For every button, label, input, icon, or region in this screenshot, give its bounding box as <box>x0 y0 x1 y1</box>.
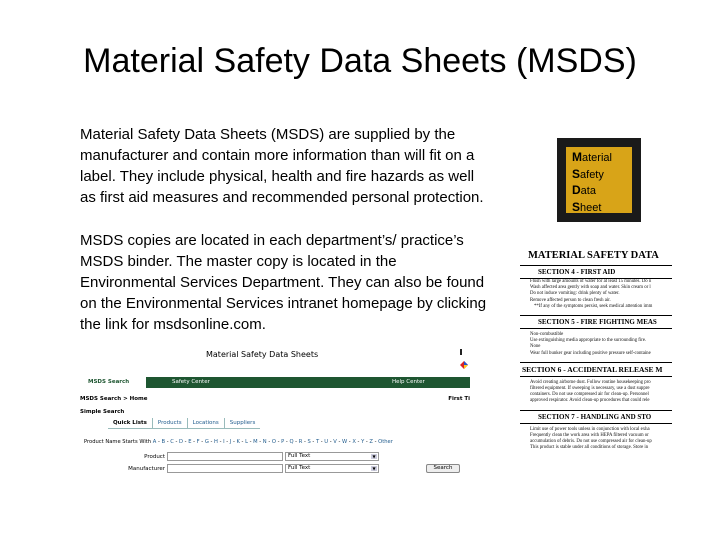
sheet-line: Limit use of power tools unless in conjunction with local exha <box>530 426 650 432</box>
sheet-line: Do not induce vomiting: drink plenty of water. <box>530 291 620 297</box>
sheet-line: Frequently clean the work area with HEPA filtered vacuum or <box>530 432 649 438</box>
sheet-line: Flush with large amounts of water for at least 15 minutes. Do n <box>530 279 652 284</box>
logo-rest-2: afety <box>580 168 604 181</box>
manufacturer-label: Manufacturer <box>128 466 165 472</box>
sheet-line: accumulation of debris. Do not use compressed air for clean-up <box>530 439 652 445</box>
sheet-line: Wear full bunker gear including positive pressure self-containe <box>530 350 651 356</box>
logo-cap-4: S <box>572 199 581 214</box>
logo-cap-1: M <box>572 150 582 164</box>
section-heading: SECTION 4 - FIRST AID <box>520 265 672 279</box>
nav-tab-msds-search[interactable]: MSDS Search <box>80 377 146 388</box>
logo-cap-3: D <box>572 183 581 197</box>
letter-link-y[interactable]: Y <box>361 439 365 445</box>
letter-link-x[interactable]: X <box>352 439 356 445</box>
letter-link-j[interactable]: J <box>229 439 232 445</box>
website-nav-bar <box>80 377 470 388</box>
letter-link-c[interactable]: C <box>170 439 174 445</box>
sheet-line: approved respirator. Avoid clean-up procedures that could rele <box>530 398 650 404</box>
letter-link-z[interactable]: Z <box>369 439 373 445</box>
intro-paragraph: Material Safety Data Sheets (MSDS) are supplied by the manufacturer and contain more information than will fit on a label. They include physical, health and fire hazards as well as first aid measures and recommended personal protection. <box>80 126 484 206</box>
sheet-line: **If any of the symptoms persist, seek medical attention imm <box>534 303 653 309</box>
website-title: Material Safety Data Sheets <box>206 350 319 359</box>
msds-document-sample <box>520 245 672 477</box>
sheet-line: filtered equipment. If sweeping is necessary, use a dust suppre <box>530 386 650 392</box>
logo-rest-1: aterial <box>582 152 612 164</box>
subtab-products[interactable]: Products <box>152 418 187 428</box>
letter-link-q[interactable]: Q <box>289 439 294 445</box>
letter-link-w[interactable]: W <box>342 439 348 445</box>
sheet-line: Use extinguishing media appropriate to the surrounding fire. <box>530 338 647 344</box>
chevron-down-icon: ▼ <box>372 454 376 459</box>
letter-link-h[interactable]: H <box>214 439 218 445</box>
logo-rest-4: heet <box>580 201 602 214</box>
letter-link-k[interactable]: K <box>236 439 240 445</box>
sheet-title: MATERIAL SAFETY DATA <box>528 250 659 261</box>
sheet-line: containers. Do not use compressed air for clean-up. Personnel <box>530 392 649 398</box>
letter-link-r[interactable]: R <box>298 439 303 445</box>
letter-link-e[interactable]: E <box>188 439 192 445</box>
letter-link-s[interactable]: S <box>307 439 311 445</box>
nav-tab-help-center[interactable]: Help Center <box>392 379 425 385</box>
letter-link-v[interactable]: V <box>333 439 337 445</box>
letter-link-i[interactable]: I <box>223 439 225 445</box>
letter-link-t[interactable]: T <box>315 439 320 445</box>
manufacturer-input[interactable] <box>167 464 283 473</box>
letter-link-p[interactable]: P <box>281 439 285 445</box>
sheet-line: None <box>530 344 541 350</box>
msds-logo <box>557 138 641 222</box>
subtab-quick-lists[interactable]: Quick Lists <box>113 420 147 426</box>
hazard-diamond-icon <box>458 349 470 375</box>
logo-rest-3: ata <box>580 185 596 197</box>
search-button[interactable]: Search <box>426 464 460 473</box>
search-subtabs <box>108 418 260 429</box>
sheet-line: Non-combustible <box>530 332 564 338</box>
first-time-label[interactable]: First Ti <box>448 396 470 402</box>
product-input[interactable] <box>167 452 283 461</box>
letter-link-u[interactable]: U <box>324 439 329 445</box>
letter-link-other[interactable]: Other <box>378 439 393 445</box>
product-match-select[interactable]: Full Text ▼ <box>285 452 379 461</box>
breadcrumb: MSDS Search > Home <box>80 396 148 402</box>
letter-link-b[interactable]: B <box>161 439 166 445</box>
sheet-line: Wash affected area gently with soap and water. Skin cream or l <box>530 285 651 291</box>
msds-website-screenshot <box>80 345 470 485</box>
subtab-suppliers[interactable]: Suppliers <box>224 418 261 428</box>
alphabet-filter <box>84 439 393 445</box>
product-label: Product <box>144 454 165 460</box>
logo-cap-2: S <box>572 166 581 181</box>
slide-title: Material Safety Data Sheets (MSDS) <box>83 42 637 80</box>
letter-links: A - B - C - D - E - F - G - H - I - J - K - L - M - N - O - P - Q - R - S - T - U - V - W - X - Y - Z - Other <box>152 439 393 445</box>
letter-link-g[interactable]: G <box>204 439 209 445</box>
simple-search-heading: Simple Search <box>80 409 125 415</box>
sheet-line: Avoid creating airborne dust. Follow routine housekeeping pro <box>530 379 651 385</box>
location-paragraph: MSDS copies are located in each department’s/ practice’s MSDS binder. The master copy is located in the Environmental Services Department. They can also be found on the Environmental Services intranet homepage by clicking the link for msdsonline.com. <box>80 232 487 333</box>
chevron-down-icon: ▼ <box>372 466 376 471</box>
letter-link-a[interactable]: A <box>152 439 157 445</box>
subtab-locations[interactable]: Locations <box>187 418 224 428</box>
msds-logo-text <box>566 147 632 213</box>
letter-link-n[interactable]: N <box>262 439 267 445</box>
letter-link-d[interactable]: D <box>179 439 184 445</box>
section-heading: SECTION 6 - ACCIDENTAL RELEASE M <box>520 362 672 377</box>
manufacturer-match-select[interactable]: Full Text ▼ <box>285 464 379 473</box>
sheet-line: This product is stable under all conditions of storage. Store in <box>530 445 649 451</box>
section-heading: SECTION 5 - FIRE FIGHTING MEAS <box>520 315 672 329</box>
alphabet-label: Product Name Starts With <box>84 439 152 445</box>
letter-link-m[interactable]: M <box>253 439 258 445</box>
letter-link-f[interactable]: F <box>196 439 200 445</box>
nav-tab-safety-center[interactable]: Safety Center <box>172 379 210 385</box>
letter-link-o[interactable]: O <box>271 439 276 445</box>
sheet-line: Remove affected person to clean fresh air. <box>530 297 611 303</box>
section-heading: SECTION 7 - HANDLING AND STO <box>520 410 672 424</box>
letter-link-l[interactable]: L <box>245 439 248 445</box>
